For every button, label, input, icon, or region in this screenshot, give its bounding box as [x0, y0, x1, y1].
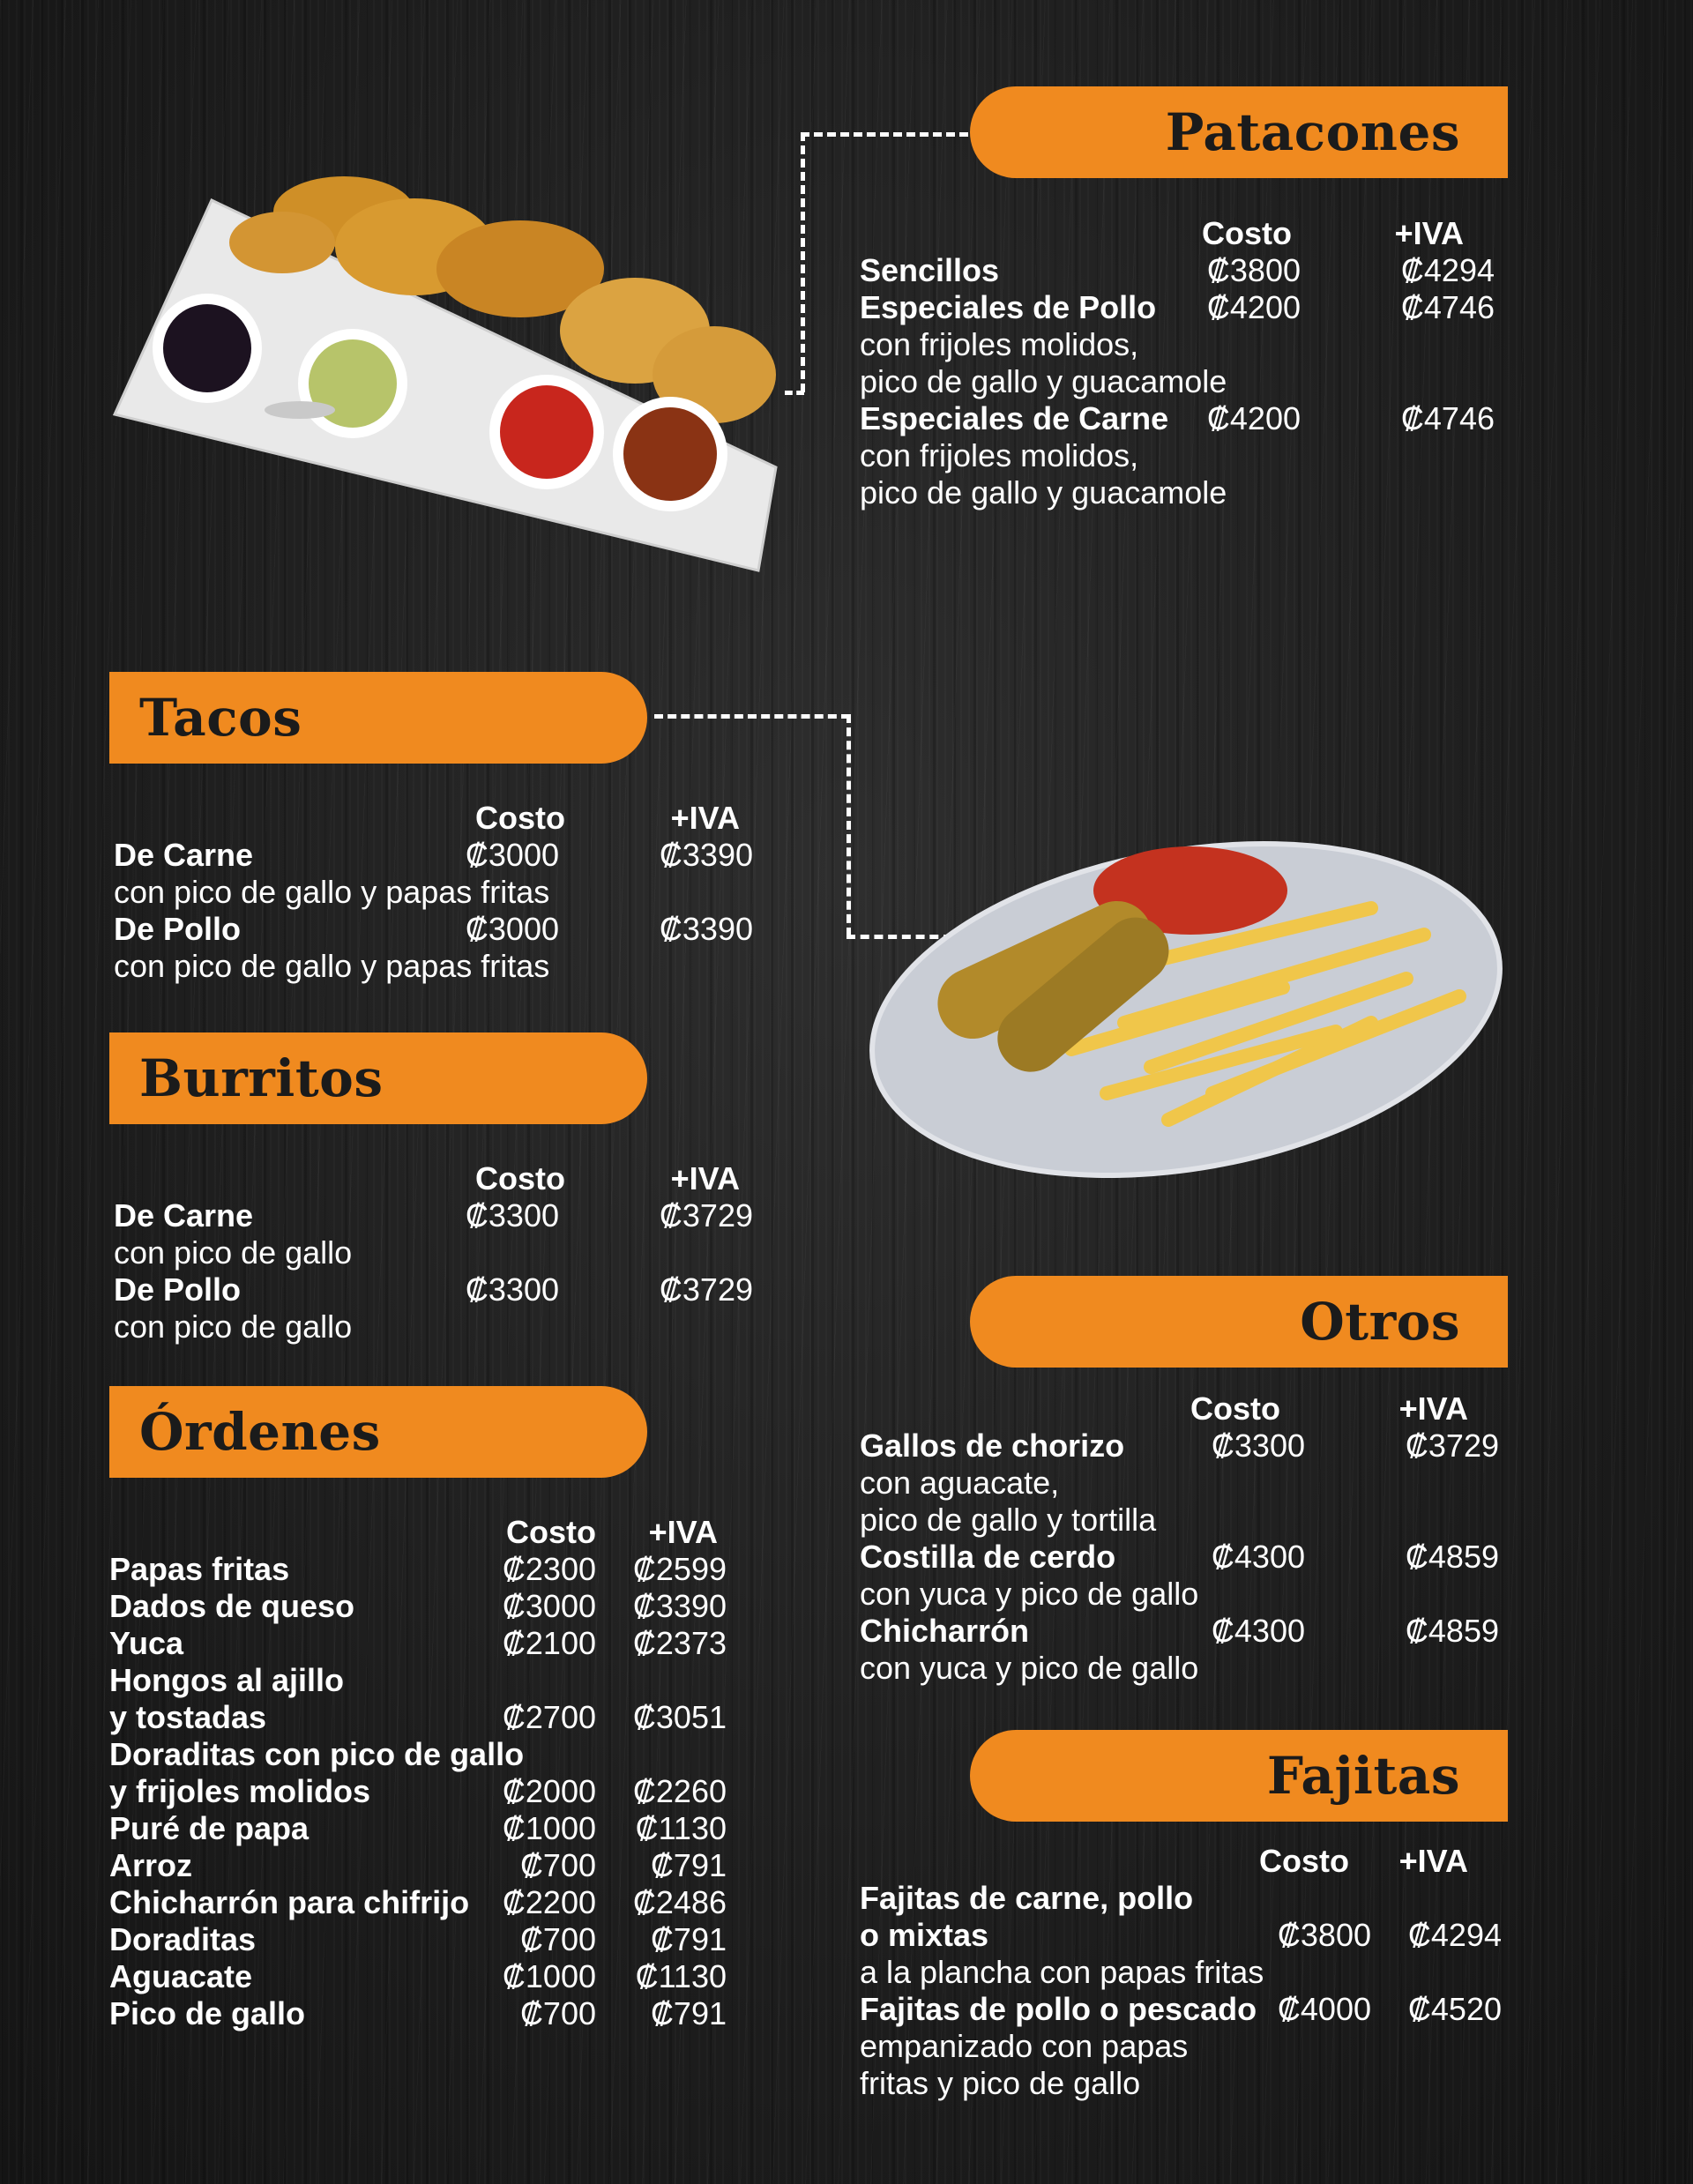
iva-column-header: +IVA: [670, 800, 740, 836]
otros-header: Otros: [970, 1276, 1508, 1368]
connector-tacos-vertical: [846, 714, 851, 936]
menu-item-description: [860, 1576, 1530, 1613]
menu-item: [860, 1539, 1530, 1576]
item-cost: ₡1000: [502, 1810, 596, 1846]
item-cost: ₡3000: [465, 911, 559, 947]
item-name: Yuca: [109, 1625, 184, 1661]
item-name: Hongos al ajillo: [109, 1662, 345, 1698]
menu-item: [109, 1736, 779, 1773]
item-cost: ₡700: [519, 1995, 596, 2031]
menu-item-description: [860, 1954, 1530, 1991]
burritos-section: [114, 1160, 784, 1345]
item-price-with-iva: ₡791: [650, 1995, 727, 2031]
item-name: y tostadas: [109, 1699, 267, 1735]
iva-column-header: +IVA: [670, 1160, 740, 1196]
menu-item-description: [114, 874, 784, 911]
menu-item: [860, 400, 1530, 437]
item-price-with-iva: ₡1130: [635, 1958, 727, 1994]
fajitas-header: Fajitas: [970, 1730, 1508, 1822]
menu-item-description: [860, 437, 1530, 474]
item-name: Especiales de Carne: [860, 400, 1169, 436]
item-cost: ₡2300: [502, 1551, 596, 1587]
fajitas-section: [860, 1843, 1530, 2102]
patacones-header: Patacones: [970, 86, 1508, 178]
item-name: Arroz: [109, 1847, 193, 1883]
menu-item: [860, 1880, 1530, 1917]
tacos-plate-image: [860, 829, 1512, 1190]
item-price-with-iva: ₡3729: [659, 1271, 753, 1308]
item-description: pico de gallo y tortilla: [860, 1502, 1157, 1538]
item-description: con aguacate,: [860, 1465, 1060, 1501]
menu-item: [109, 1699, 779, 1736]
otros-column-headers: [860, 1390, 1530, 1427]
item-description: con pico de gallo y papas fritas: [114, 874, 550, 910]
item-price-with-iva: ₡4859: [1405, 1613, 1499, 1649]
patacones-column-headers: [860, 215, 1530, 252]
item-price-with-iva: ₡3051: [632, 1699, 727, 1735]
item-price-with-iva: ₡2599: [632, 1551, 727, 1587]
item-description: con frijoles molidos,: [860, 437, 1139, 473]
item-cost: ₡3000: [465, 837, 559, 873]
item-name: Fajitas de pollo o pescado: [860, 1991, 1257, 2027]
item-name: Especiales de Pollo: [860, 289, 1157, 325]
menu-item: [860, 1427, 1530, 1465]
menu-item: [860, 1991, 1530, 2028]
item-price-with-iva: ₡4746: [1400, 289, 1495, 325]
item-name: y frijoles molidos: [109, 1773, 371, 1809]
menu-item: [114, 911, 784, 948]
item-description: pico de gallo y guacamole: [860, 363, 1227, 399]
item-name: Aguacate: [109, 1958, 253, 1994]
menu-item-description: [860, 1502, 1530, 1539]
menu-item: [109, 1588, 779, 1625]
item-price-with-iva: ₡791: [650, 1847, 727, 1883]
item-price-with-iva: ₡791: [650, 1921, 727, 1957]
burritos-column-headers: [114, 1160, 784, 1197]
menu-item-description: [860, 1650, 1530, 1687]
tacos-section: [114, 800, 784, 985]
item-description: con yuca y pico de gallo: [860, 1650, 1199, 1686]
burritos-header: Burritos: [109, 1032, 647, 1124]
menu-item: [860, 1613, 1530, 1650]
item-name: Dados de queso: [109, 1588, 355, 1624]
menu-item-description: [860, 2028, 1530, 2065]
menu-item: [114, 837, 784, 874]
ordenes-header: Órdenes: [109, 1386, 647, 1478]
tacos-header: Tacos: [109, 672, 647, 764]
item-cost: ₡2700: [502, 1699, 596, 1735]
item-description: con pico de gallo: [114, 1308, 353, 1345]
item-price-with-iva: ₡3729: [1405, 1427, 1499, 1464]
menu-item-description: [860, 474, 1530, 511]
item-name: Papas fritas: [109, 1551, 290, 1587]
connector-patacones-top: [801, 132, 968, 137]
menu-item: [109, 1884, 779, 1921]
item-cost: ₡4300: [1211, 1613, 1305, 1649]
item-cost: ₡3300: [465, 1197, 559, 1234]
fajitas-column-headers: [860, 1843, 1530, 1880]
menu-item-description: [114, 948, 784, 985]
item-cost: ₡1000: [502, 1958, 596, 1994]
menu-item-description: [860, 363, 1530, 400]
ordenes-section: [109, 1514, 779, 2032]
item-name: Chicharrón para chifrijo: [109, 1884, 470, 1920]
item-price-with-iva: ₡3729: [659, 1197, 753, 1234]
menu-item: [109, 1551, 779, 1588]
menu-item: [109, 1773, 779, 1810]
cost-column-header: Costo: [1202, 215, 1292, 251]
iva-column-header: +IVA: [1394, 215, 1464, 251]
iva-column-header: +IVA: [1398, 1390, 1468, 1427]
cost-column-header: Costo: [1190, 1390, 1280, 1427]
item-name: Sencillos: [860, 252, 1000, 288]
item-price-with-iva: ₡4294: [1407, 1917, 1502, 1953]
item-cost: ₡3800: [1206, 252, 1301, 288]
menu-item-description: [114, 1308, 784, 1345]
item-name: De Carne: [114, 1197, 254, 1234]
menu-item: [860, 289, 1530, 326]
patacones-section: [860, 215, 1530, 511]
item-cost: ₡700: [519, 1847, 596, 1883]
otros-section: [860, 1390, 1530, 1687]
item-name: Pico de gallo: [109, 1995, 306, 2031]
item-description: con pico de gallo y papas fritas: [114, 948, 550, 984]
ordenes-column-headers: [109, 1514, 779, 1551]
item-price-with-iva: ₡4746: [1400, 400, 1495, 436]
item-price-with-iva: ₡1130: [635, 1810, 727, 1846]
menu-item: [109, 1625, 779, 1662]
item-name: De Pollo: [114, 911, 242, 947]
cost-column-header: Costo: [475, 800, 565, 836]
cost-column-header: Costo: [506, 1514, 596, 1550]
item-price-with-iva: ₡4520: [1407, 1991, 1502, 2027]
menu-item: [860, 1917, 1530, 1954]
item-price-with-iva: ₡4294: [1400, 252, 1495, 288]
item-name: Costilla de cerdo: [860, 1539, 1116, 1575]
item-name: Puré de papa: [109, 1810, 310, 1846]
item-name: De Pollo: [114, 1271, 242, 1308]
iva-column-header: +IVA: [648, 1514, 718, 1550]
item-cost: ₡2000: [502, 1773, 596, 1809]
connector-tacos-top: [654, 714, 850, 719]
item-cost: ₡700: [519, 1921, 596, 1957]
item-cost: ₡3000: [502, 1588, 596, 1624]
cost-column-header: Costo: [475, 1160, 565, 1196]
item-description: con pico de gallo: [114, 1234, 353, 1271]
item-name: Doraditas: [109, 1921, 257, 1957]
menu-item: [109, 1921, 779, 1958]
item-cost: ₡3300: [465, 1271, 559, 1308]
item-cost: ₡2100: [502, 1625, 596, 1661]
cost-column-header: Costo: [1259, 1843, 1349, 1879]
menu-item: [114, 1271, 784, 1308]
item-price-with-iva: ₡2260: [632, 1773, 727, 1809]
item-description: con frijoles molidos,: [860, 326, 1139, 362]
item-cost: ₡4200: [1206, 289, 1301, 325]
item-name: De Carne: [114, 837, 254, 873]
menu-item: [109, 1958, 779, 1995]
menu-item-description: [860, 326, 1530, 363]
patacones-plate-image: [106, 163, 802, 578]
menu-item: [860, 252, 1530, 289]
item-price-with-iva: ₡3390: [659, 837, 753, 873]
menu-item-description: [114, 1234, 784, 1271]
item-name: Chicharrón: [860, 1613, 1030, 1649]
menu-item: [114, 1197, 784, 1234]
item-price-with-iva: ₡3390: [632, 1588, 727, 1624]
item-price-with-iva: ₡2373: [632, 1625, 727, 1661]
item-description: con yuca y pico de gallo: [860, 1576, 1199, 1612]
item-cost: ₡4000: [1277, 1991, 1371, 2027]
tacos-column-headers: [114, 800, 784, 837]
item-cost: ₡4300: [1211, 1539, 1305, 1575]
item-price-with-iva: ₡2486: [632, 1884, 727, 1920]
menu-item: [109, 1662, 779, 1699]
menu-item: [109, 1995, 779, 2032]
item-description: pico de gallo y guacamole: [860, 474, 1227, 511]
item-cost: ₡4200: [1206, 400, 1301, 436]
iva-column-header: +IVA: [1398, 1843, 1468, 1879]
menu-item-description: [860, 1465, 1530, 1502]
item-price-with-iva: ₡3390: [659, 911, 753, 947]
item-cost: ₡3300: [1211, 1427, 1305, 1464]
item-name: Doraditas con pico de gallo: [109, 1736, 525, 1772]
item-cost: ₡2200: [502, 1884, 596, 1920]
menu-item: [109, 1847, 779, 1884]
item-name: Gallos de chorizo: [860, 1427, 1125, 1464]
item-name: Fajitas de carne, pollo: [860, 1880, 1194, 1916]
menu-item: [109, 1810, 779, 1847]
item-description: empanizado con papas: [860, 2028, 1189, 2064]
item-description: fritas y pico de gallo: [860, 2065, 1141, 2101]
item-name: o mixtas: [860, 1917, 989, 1953]
menu-item-description: [860, 2065, 1530, 2102]
item-price-with-iva: ₡4859: [1405, 1539, 1499, 1575]
item-description: a la plancha con papas fritas: [860, 1954, 1264, 1990]
item-cost: ₡3800: [1277, 1917, 1371, 1953]
